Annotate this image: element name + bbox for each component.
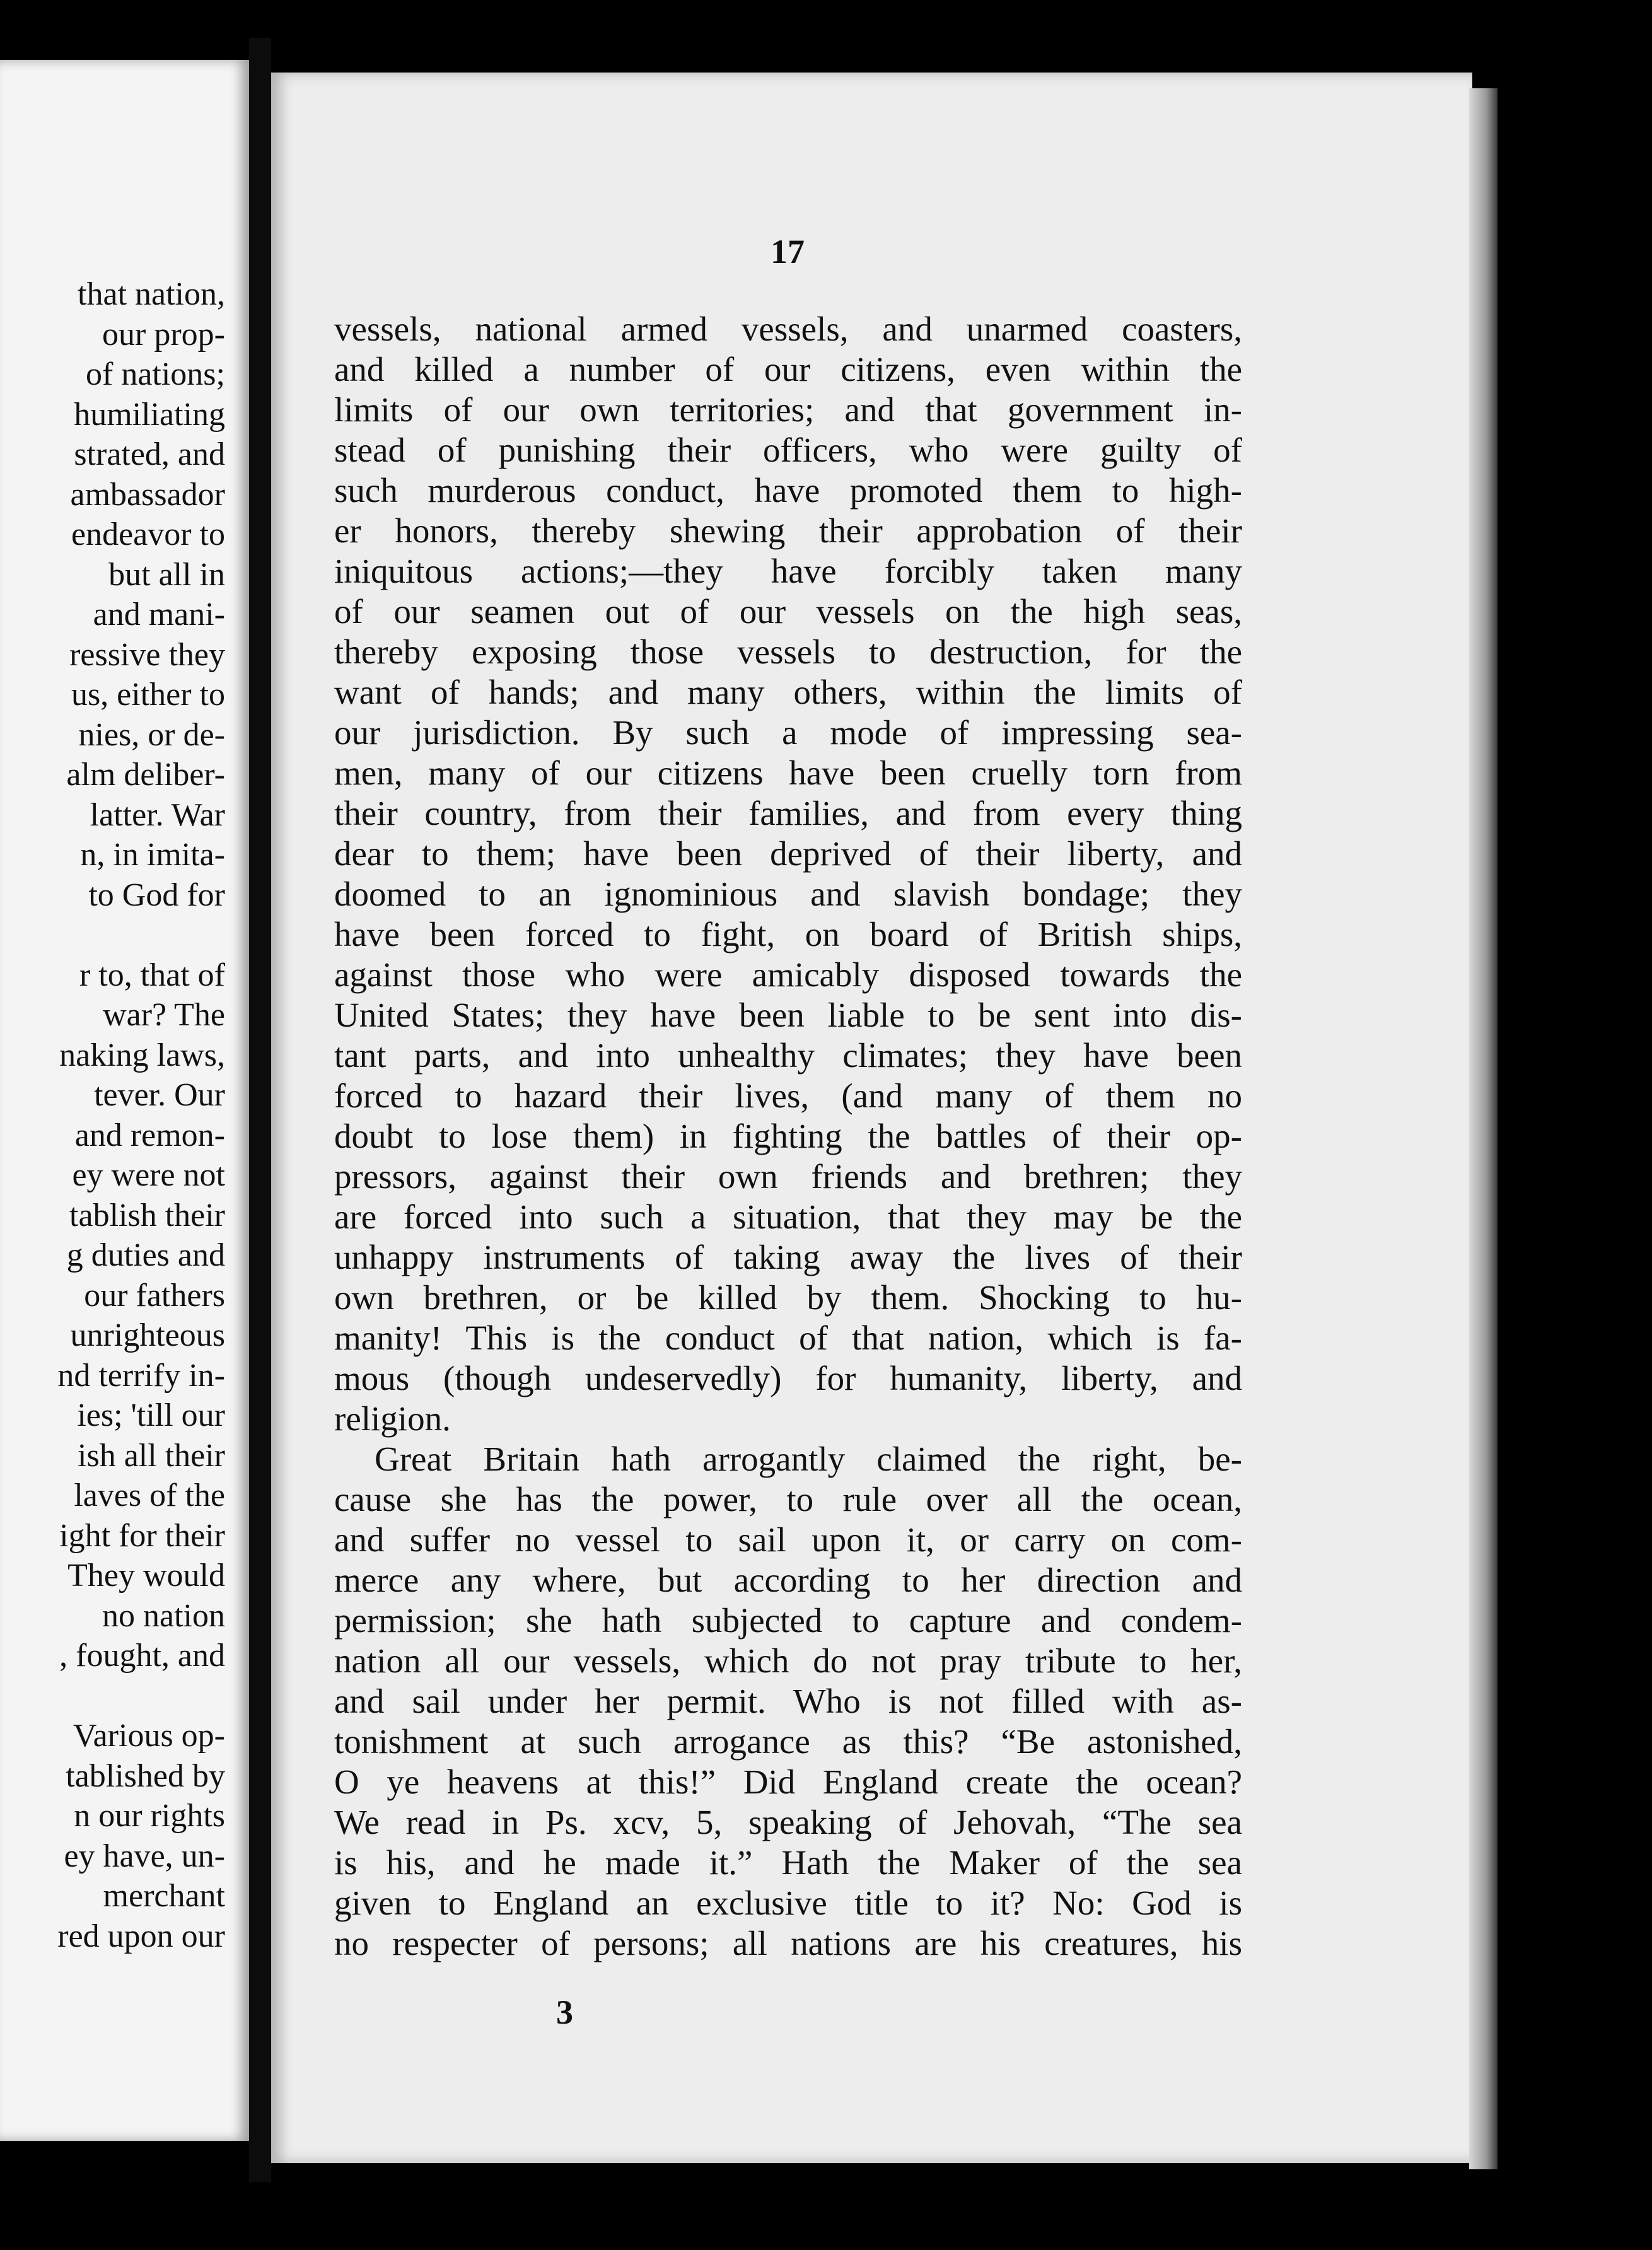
left-page-line: latter. War [90,796,225,833]
book-gutter [249,38,271,2182]
left-page-line: tablish their [69,1197,225,1233]
left-page-line: ies; 'till our [77,1397,225,1433]
body-text-line: such murderous conduct, have promoted them to high- [334,471,1242,510]
body-text-line: no respecter of persons; all nations are his creatures, his [334,1924,1242,1962]
left-page-line: no nation [102,1597,225,1634]
body-text-line: doubt to lose them) in fighting the battles of their op- [334,1117,1242,1155]
left-page-line: our fathers [84,1277,225,1314]
left-page-line: Various op- [73,1718,225,1754]
body-text-line: tant parts, and into unhealthy climates; they have been [334,1036,1242,1075]
left-page-line: n, in imita- [80,837,225,873]
body-text-line: own brethren, or be killed by them. Shocking to hu- [334,1278,1242,1317]
body-text-line: against those who were amicably disposed towards the [334,955,1242,994]
body-text-line: mous (though undeservedly) for humanity, liberty, and [334,1359,1242,1397]
left-page-line: ressive they [69,636,225,673]
left-page-line: red upon our [57,1918,225,1954]
left-page-line: r to, that of [79,957,225,993]
signature-mark: 3 [556,1993,573,2031]
body-text-line: United States; they have been liable to be sent into dis- [334,996,1242,1034]
body-text-line: and suffer no vessel to sail upon it, or carry on com- [334,1520,1242,1559]
body-text-line: and sail under her permit. Who is not filled with as- [334,1682,1242,1720]
left-page-line: tablished by [66,1757,225,1794]
left-page-line: and mani- [93,597,225,632]
body-text-line: nation all our vessels, which do not pray tribute to her, [334,1641,1242,1680]
left-page-line: ey were not [72,1157,225,1193]
left-page-line: of nations; [86,356,225,392]
body-text-line: dear to them; have been deprived of their liberty, and [334,834,1242,873]
body-text-line: stead of punishing their officers, who were guilty of [334,431,1242,469]
page-edge [1469,88,1498,2169]
left-page-line: humiliating [74,396,225,433]
body-text-line: unhappy instruments of taking away the lives of their [334,1238,1242,1276]
body-text-line: tonishment at such arrogance as this? “Be astonished, [334,1722,1242,1761]
body-text-line: pressors, against their own friends and brethren; they [334,1157,1242,1196]
left-page-line: unrighteous [70,1317,225,1353]
body-text-line: doomed to an ignominious and slavish bondage; they [334,875,1242,913]
body-text-line: permission; she hath subjected to capture and condem- [334,1601,1242,1640]
body-text-line: O ye heavens at this!” Did England create the ocean? [334,1763,1242,1801]
left-page-line: They would [67,1558,225,1594]
left-page [0,60,249,2141]
left-page-line: ey have, un- [64,1838,225,1874]
body-text-line: men, many of our citizens have been cruelly torn from [334,754,1242,792]
left-page-line: but all in [108,556,225,593]
left-page-line: endeavor to [71,516,225,552]
body-text-line: cause she has the power, to rule over all the ocean, [334,1480,1242,1518]
body-text-line: Great Britain hath arrogantly claimed the right, be- [375,1440,1242,1478]
left-page-line: war? The [103,997,225,1033]
body-text-line: their country, from their families, and from every thing [334,794,1242,832]
body-text-line: are forced into such a situation, that they may be the [334,1198,1242,1236]
body-text-line: iniquitous actions;—they have forcibly taken many [334,552,1242,590]
left-page-line: to God for [88,877,225,913]
body-text-line: er honors, thereby shewing their approbation of their [334,511,1242,550]
left-page-line: our prop- [102,316,225,353]
body-text-line: limits of our own territories; and that government in- [334,390,1242,429]
page-number: 17 [771,233,805,271]
left-page-line: naking laws, [59,1037,225,1073]
body-text-line: have been forced to fight, on board of British ships, [334,915,1242,953]
left-page-line: alm deliber- [66,757,225,793]
left-page-line: tever. Our [94,1077,225,1113]
left-page-line: nd terrify in- [57,1357,225,1394]
left-page-line: us, either to [71,677,225,713]
body-text-line: religion. [334,1399,451,1438]
body-text-line: thereby exposing those vessels to destruction, for the [334,632,1242,671]
left-page-line: n our rights [74,1798,225,1834]
left-page-line: and remon- [74,1117,225,1153]
left-page-line: ambassador [70,476,225,513]
left-page-line: laves of the [74,1478,225,1513]
body-text-line: of our seamen out of our vessels on the high seas, [334,592,1242,631]
left-page-line: merchant [103,1878,225,1914]
body-text-line: We read in Ps. xcv, 5, speaking of Jehovah, “The sea [334,1803,1242,1841]
body-text-line: our jurisdiction. By such a mode of impressing sea- [334,713,1242,752]
left-page-line: strated, and [74,436,225,472]
body-text-line: manity! This is the conduct of that nation, which is fa- [334,1319,1242,1357]
body-text-line: given to England an exclusive title to it? No: God is [334,1884,1242,1922]
body-text-line: forced to hazard their lives, (and many of them no [334,1076,1242,1115]
left-page-line: that nation, [78,276,225,312]
body-text-line: want of hands; and many others, within the limits of [334,673,1242,711]
left-page-line: g duties and [66,1237,225,1273]
body-text-line: is his, and he made it.” Hath the Maker of the sea [334,1843,1242,1882]
left-page-line: ish all their [78,1437,225,1474]
body-text-line: vessels, national armed vessels, and unarmed coasters, [334,310,1242,348]
body-text-line: and killed a number of our citizens, even within the [334,350,1242,388]
body-text-line: merce any where, but according to her direction and [334,1561,1242,1599]
left-page-line: , fought, and [59,1638,225,1674]
left-page-line: ight for their [59,1517,225,1554]
left-page-line: nies, or de- [78,716,225,753]
